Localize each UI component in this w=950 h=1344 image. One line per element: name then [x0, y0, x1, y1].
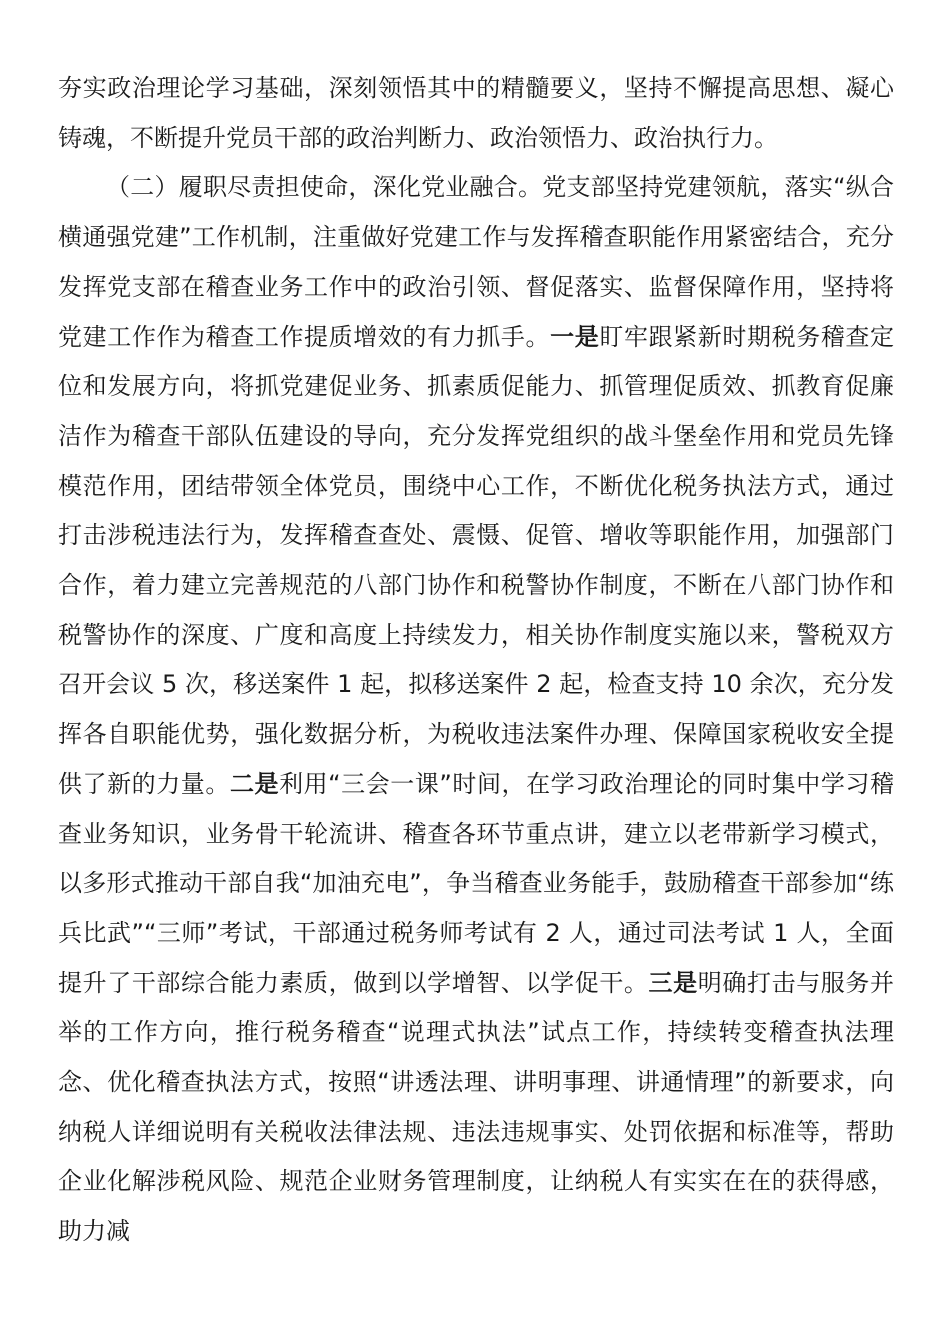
point-marker-two: 二是 — [229, 769, 280, 798]
paragraph-section-two — [58, 163, 894, 1256]
point-marker-one: 一是 — [550, 322, 600, 351]
point-text-two: 利用“三会一课”时间，在学习政治理论的同时集中学习稽查业务知识，业务骨干轮流讲、稽查各环节重点讲，建立以老带新学习模式，以多形式推动干部自我“加油充电”，争当稽查业务能手，鼓励稽查干部参加“练兵比武”“三师”考试，干部通过税务师考试有 2 人，通过司法考试 1 人，全面提升了干部综合能力素质，做到以学增智、以学促干。 — [58, 769, 894, 997]
point-text-one: 盯牢跟紧新时期税务稽查定位和发展方向，将抓党建促业务、抓素质促能力、抓管理促质效、抓教育促廉洁作为稽查干部队伍建设的导向，充分发挥党组织的战斗堡垒作用和党员先锋模范作用，团结带领全体党员，围绕中心工作，不断优化税务执法方式，通过打击涉税违法行为，发挥稽查查处、震慑、促管、增收等职能作用，加强部门合作，着力建立完善规范的八部门协作和税警协作制度，不断在八部门协作和税警协作的深度、广度和高度上持续发力，相关协作制度实施以来，警税双方召开会议 5 次，移送案件 1 起，拟移送案件 2 起，检查支持 10 余次，充分发挥各自职能优势，强化数据分析，为税收违法案件办理、保障国家税收安全提供了新的力量。 — [58, 322, 895, 798]
point-text-three: 明确打击与服务并举的工作方向，推行税务稽查“说理式执法”试点工作，持续转变稽查执法理念、优化稽查执法方式，按照“讲透法理、讲明事理、讲通情理”的新要求，向纳税人详细说明有关税收法律法规、违法违规事实、处罚依据和标准等，帮助企业化解涉税风险、规范企业财务管理制度，让纳税人有实实在在的获得感，助力减 — [58, 968, 895, 1246]
document-page — [58, 64, 894, 1257]
paragraph-continuation: 夯实政治理论学习基础，深刻领悟其中的精髓要义，坚持不懈提高思想、凝心铸魂，不断提升党员干部的政治判断力、政治领悟力、政治执行力。 — [58, 74, 894, 152]
section-intro: （二）履职尽责担使命，深化党业融合。党支部坚持党建领航，落实“纵合横通强党建”工作机制，注重做好党建工作与发挥稽查职能作用紧密结合，充分发挥党支部在稽查业务工作中的政治引领、督促落实、监督保障作用，坚持将党建工作作为稽查工作提质增效的有力抓手。 — [58, 173, 894, 351]
point-marker-three: 三是 — [648, 968, 698, 997]
